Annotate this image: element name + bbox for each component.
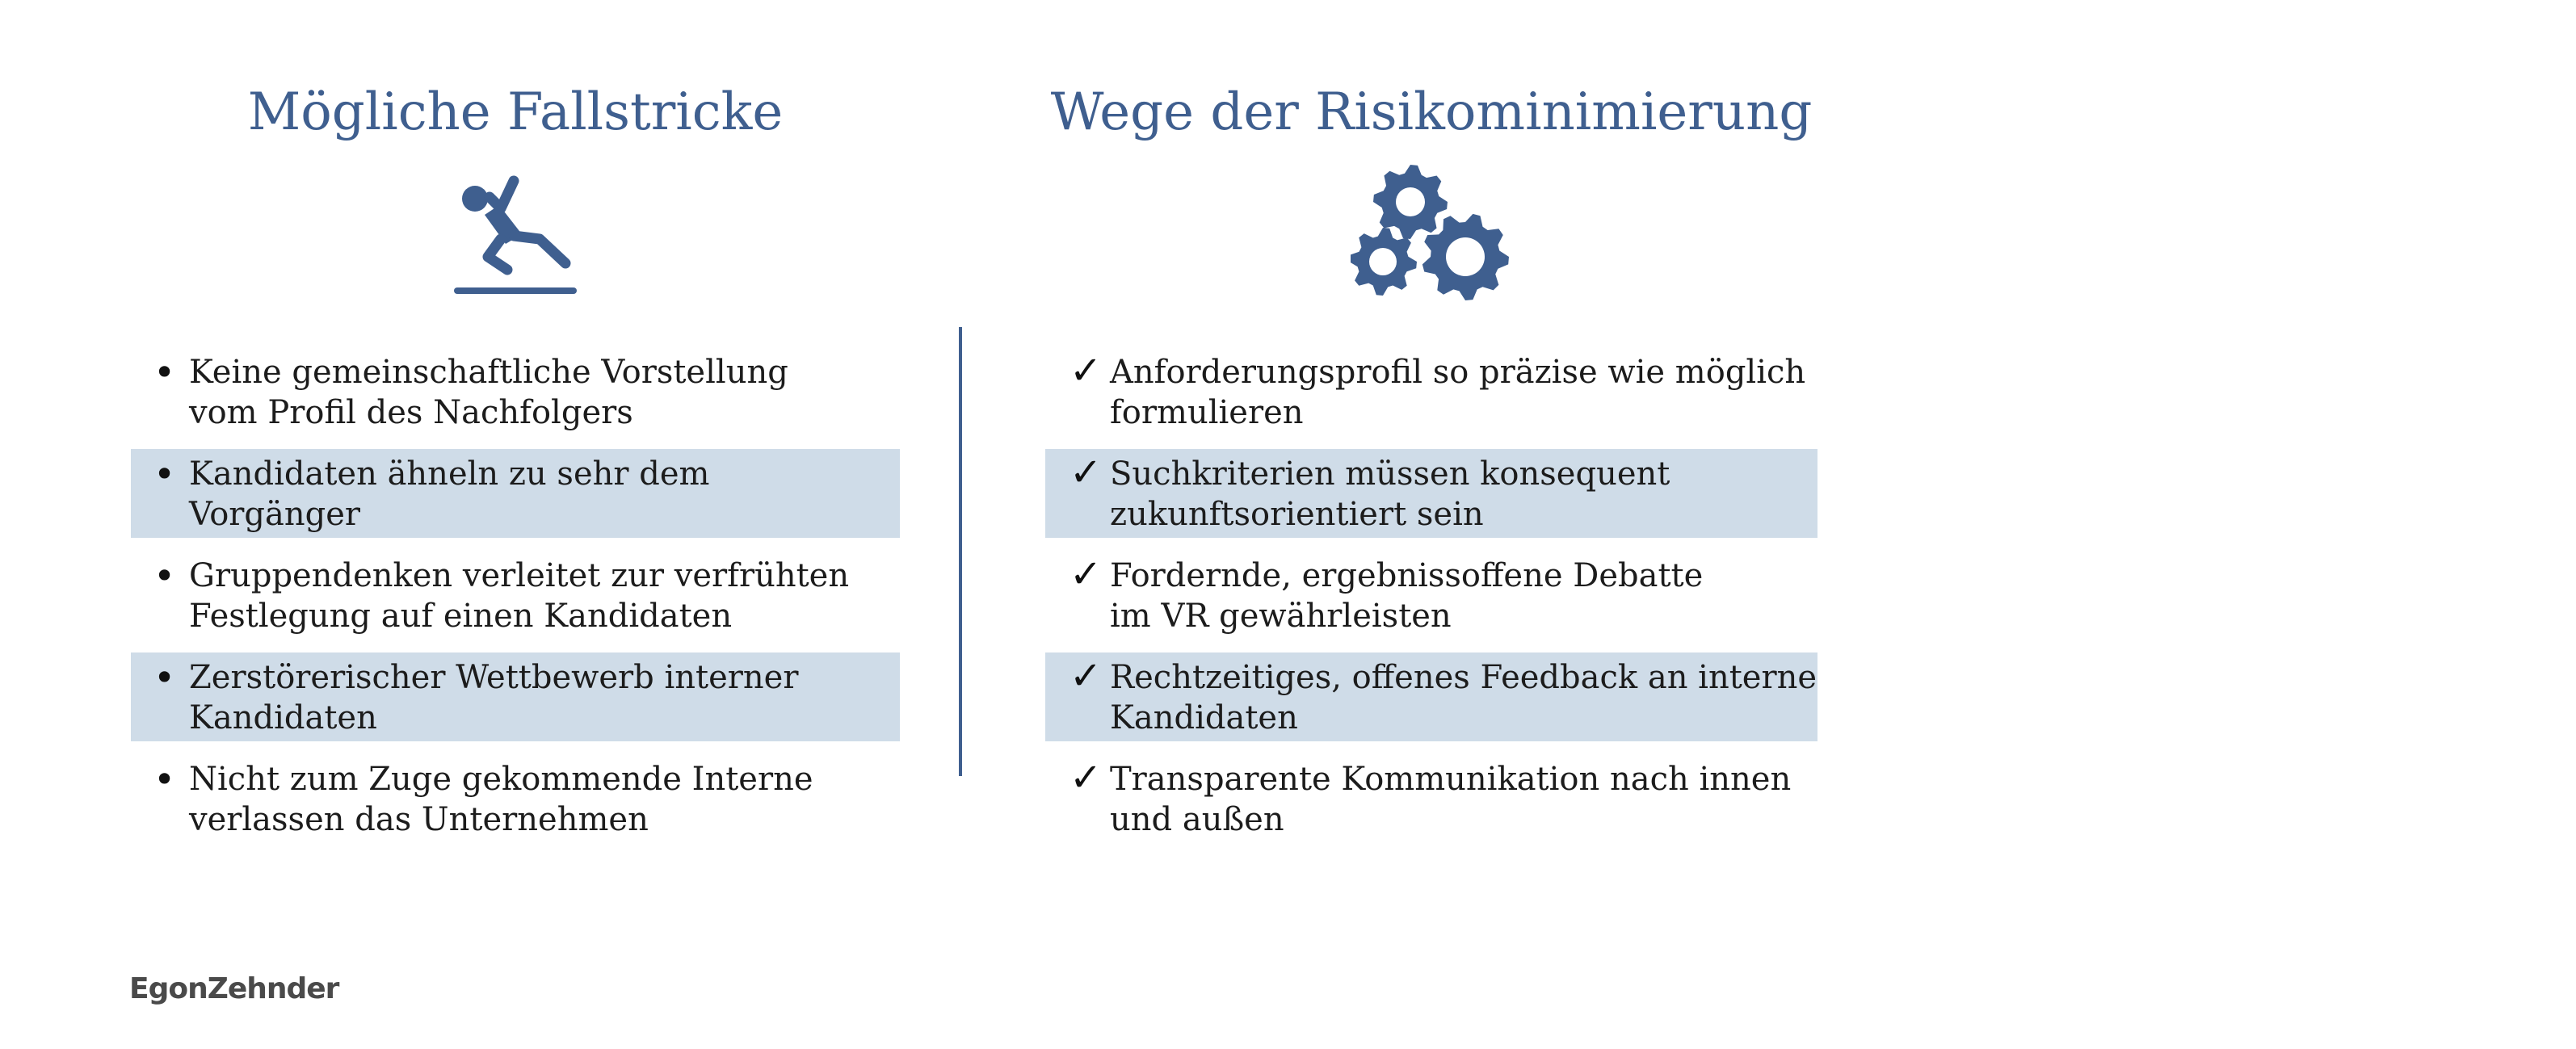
list-item-line: Kandidaten [189, 699, 377, 736]
list-item-line: Fordernde, ergebnissoffene Debatte [1110, 557, 1704, 594]
checkmark-icon: ✓ [1069, 653, 1103, 699]
gear-hole [1369, 248, 1397, 275]
bullet-icon: • [153, 656, 176, 699]
list-item-text [189, 352, 887, 433]
list-item-text [1110, 556, 1805, 636]
bullet-icon: • [153, 350, 176, 394]
column-divider [959, 327, 962, 776]
risk-mitigation-list [1045, 347, 1817, 856]
list-item [131, 754, 900, 843]
gear-hole [1446, 237, 1485, 276]
list-item-text [189, 556, 887, 636]
list-item [131, 347, 900, 436]
bullet-icon: • [153, 757, 176, 801]
slip-and-fall-icon [131, 170, 900, 302]
gears-icon [1045, 162, 1817, 310]
list-item-line: verlassen das Unternehmen [189, 801, 649, 838]
list-item-text [1110, 759, 1805, 840]
gear-hole [1396, 187, 1425, 216]
egon-zehnder-logo: EgonZehnder [129, 972, 339, 1005]
list-item-text [1110, 454, 1805, 535]
list-item-line: Kandidaten [1110, 699, 1298, 736]
list-item-text [189, 454, 887, 535]
checkmark-icon: ✓ [1069, 552, 1103, 597]
bullet-icon: • [153, 452, 176, 496]
list-item-line: Kandidaten ähneln zu sehr dem [189, 455, 710, 493]
list-item-text [189, 759, 887, 840]
list-item-line: Rechtzeitiges, offenes Feedback an interne [1110, 659, 1817, 696]
risk-mitigation-heading: Wege der Risikominimierung [1050, 82, 1813, 142]
list-item-line: und außen [1110, 801, 1284, 838]
list-item-line: im VR gewährleisten [1110, 598, 1452, 635]
list-item-line: vom Profil des Nachfolgers [189, 394, 633, 431]
list-item-text [189, 657, 887, 738]
list-item-text [1110, 657, 1817, 738]
list-item-line: Vorgänger [189, 496, 361, 533]
list-item [1045, 347, 1817, 436]
list-item-line: Suchkriterien müssen konsequent [1110, 455, 1670, 493]
list-item-line: Zerstörerischer Wettbewerb interner [189, 659, 799, 696]
list-item [1045, 754, 1817, 843]
list-item-line: Anforderungsprofil so präzise wie möglich [1110, 354, 1806, 391]
list-item [131, 551, 900, 640]
list-item [1045, 449, 1817, 538]
list-item-line: Keine gemeinschaftliche Vorstellung [189, 354, 788, 391]
list-item [131, 652, 900, 741]
list-item-line: Festlegung auf einen Kandidaten [189, 598, 733, 635]
pitfalls-heading: Mögliche Fallstricke [247, 82, 784, 142]
list-item [1045, 551, 1817, 640]
pitfalls-list [131, 347, 900, 856]
list-item-line: Gruppendenken verleitet zur verfrühten [189, 557, 850, 594]
list-item-line: formulieren [1110, 394, 1304, 431]
checkmark-icon: ✓ [1069, 348, 1103, 393]
list-item [1045, 652, 1817, 741]
list-item-line: Transparente Kommunikation nach innen [1110, 761, 1792, 798]
list-item-text [1110, 352, 1805, 433]
checkmark-icon: ✓ [1069, 450, 1103, 495]
bullet-icon: • [153, 554, 176, 598]
list-item [131, 449, 900, 538]
checkmark-icon: ✓ [1069, 755, 1103, 800]
list-item-line: Nicht zum Zuge gekommende Interne [189, 761, 813, 798]
list-item-line: zukunftsorientiert sein [1110, 496, 1484, 533]
